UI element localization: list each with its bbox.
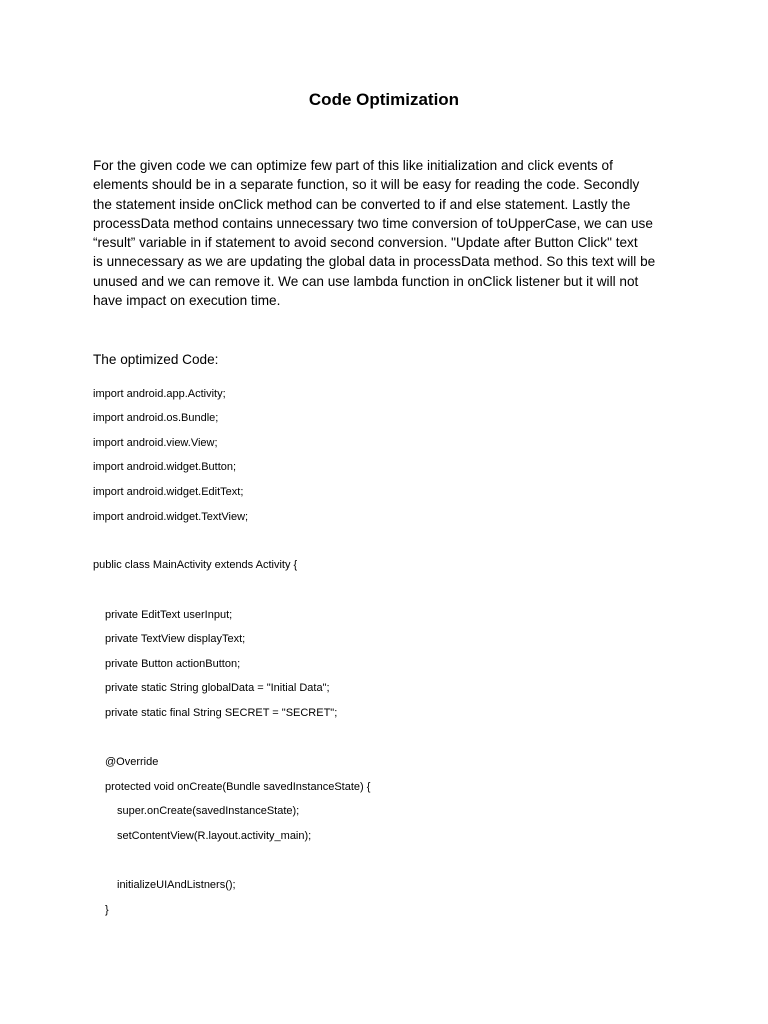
code-line: public class MainActivity extends Activity { bbox=[93, 559, 298, 571]
paragraph-line: “result” variable in if statement to avoid second conversion. "Update after Button Click" text bbox=[93, 235, 638, 251]
code-line: private static final String SECRET = "SECRET"; bbox=[105, 707, 338, 719]
paragraph-line: elements should be in a separate function, so it will be easy for reading the code. Secondly bbox=[93, 177, 640, 193]
code-line: super.onCreate(savedInstanceState); bbox=[117, 805, 300, 817]
code-line: import android.widget.EditText; bbox=[93, 486, 244, 498]
code-line: } bbox=[105, 904, 109, 916]
code-line: private static String globalData = "Initial Data"; bbox=[105, 682, 330, 694]
code-line: private TextView displayText; bbox=[105, 633, 246, 645]
code-line: import android.view.View; bbox=[93, 437, 218, 449]
code-heading: The optimized Code: bbox=[93, 352, 219, 367]
page-title: Code Optimization bbox=[308, 90, 460, 109]
code-line: setContentView(R.layout.activity_main); bbox=[117, 830, 312, 842]
code-line: import android.os.Bundle; bbox=[93, 412, 219, 424]
paragraph-line: the statement inside onClick method can be converted to if and else statement. Lastly the bbox=[93, 196, 631, 212]
code-line: private Button actionButton; bbox=[105, 658, 241, 670]
paragraph-line: have impact on execution time. bbox=[93, 293, 281, 309]
code-line: import android.widget.Button; bbox=[93, 461, 237, 473]
paragraph-line: processData method contains unnecessary two time conversion of toUpperCase, we can use bbox=[93, 215, 653, 231]
code-line: import android.app.Activity; bbox=[93, 388, 226, 400]
intro-paragraph bbox=[93, 156, 683, 310]
code-line: import android.widget.TextView; bbox=[93, 511, 249, 523]
code-line: protected void onCreate(Bundle savedInstanceState) { bbox=[105, 781, 371, 793]
paragraph-line: is unnecessary as we are updating the global data in processData method. So this text will be bbox=[93, 254, 656, 270]
code-line: initializeUIAndListners(); bbox=[117, 879, 236, 891]
code-line: @Override bbox=[105, 756, 159, 768]
code-line: private EditText userInput; bbox=[105, 609, 233, 621]
paragraph-line: unused and we can remove it. We can use lambda function in onClick listener but it will not bbox=[93, 273, 639, 289]
paragraph-line: For the given code we can optimize few part of this like initialization and click events of bbox=[93, 158, 613, 173]
